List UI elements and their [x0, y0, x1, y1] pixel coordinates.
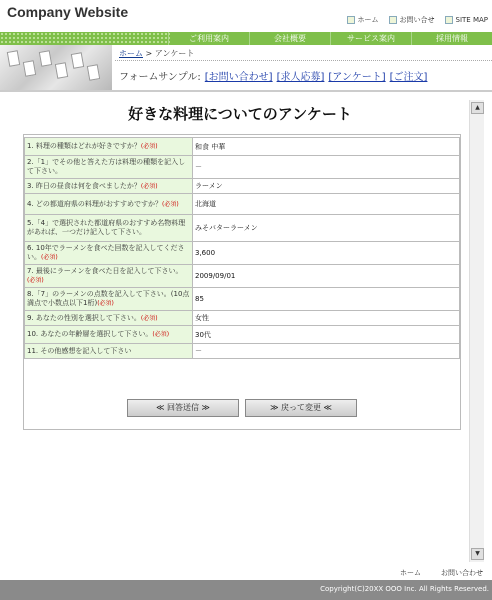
question-text: 10. あなたの年齢層を選択して下さい。 — [27, 330, 153, 338]
site-header — [0, 0, 492, 32]
dot-pattern — [0, 32, 170, 45]
copyright: Copyright(C)20XX OOO Inc. All Rights Reserved. — [320, 585, 489, 593]
question-text: 3. 昨日の昼食は何を食べましたか？ — [27, 181, 141, 190]
arrow-icon — [347, 16, 355, 24]
form-link-job[interactable]: [求人応募] — [276, 72, 325, 83]
keycap-icon — [23, 60, 36, 77]
main-nav — [168, 32, 492, 45]
table-row — [25, 344, 460, 359]
top-link-sitemap[interactable] — [445, 15, 488, 25]
scroll-down-button[interactable]: ▼ — [471, 548, 484, 560]
nav-item-service[interactable]: サービス案内 — [330, 32, 411, 45]
answer-cell: 女性 — [193, 311, 460, 326]
form-link-order[interactable]: [ご注文] — [389, 72, 428, 83]
question-text: 6. 10年でラーメンを食べた回数を記入してください。 — [27, 244, 185, 261]
form-link-contact[interactable]: [お問い合わせ] — [204, 72, 273, 83]
question-text: 7. 最後にラーメンを食べた日を記入して下さい。 — [27, 267, 183, 275]
required-mark: (必須) — [140, 143, 158, 150]
answer-cell: 85 — [193, 288, 460, 311]
table-row — [25, 215, 460, 242]
question-cell — [25, 179, 193, 194]
question-cell — [25, 242, 193, 265]
question-cell — [25, 344, 193, 359]
keycap-icon — [39, 50, 52, 67]
required-mark: (必須) — [140, 314, 158, 322]
breadcrumb-current: アンケート — [154, 49, 195, 58]
required-mark: (必須) — [97, 300, 114, 307]
breadcrumb — [119, 48, 194, 59]
arrow-icon — [389, 16, 397, 24]
required-mark: (必須) — [152, 331, 170, 338]
answer-cell: 和食 中華 — [193, 138, 460, 156]
footer-link-home[interactable]: ホーム — [400, 569, 421, 577]
question-text: 5.「4」で選択された都道府県のおすすめ名物料理があれば、一つだけ記入して下さい。 — [27, 219, 186, 236]
question-cell — [25, 156, 193, 179]
answer-cell: 2009/09/01 — [193, 265, 460, 288]
banner-image — [0, 45, 112, 90]
survey-confirm-panel — [23, 134, 461, 430]
nav-item-company[interactable]: 会社概要 — [249, 32, 330, 45]
top-link-label: SITE MAP — [455, 16, 488, 24]
top-links — [347, 15, 488, 25]
keycap-icon — [7, 50, 20, 67]
required-mark: (必須) — [161, 200, 179, 208]
back-button[interactable]: ≫ 戻って変更 ≪ — [245, 399, 357, 417]
table-row — [25, 265, 460, 288]
submit-button[interactable]: ≪ 回答送信 ≫ — [127, 399, 239, 417]
table-row — [25, 242, 460, 265]
form-sample-label: フォームサンプル: — [119, 72, 201, 83]
nav-item-guide[interactable]: ご利用案内 — [168, 32, 249, 45]
footer — [0, 580, 492, 600]
question-text: 2.「1」でその他と答えた方は料理の種類を記入して下さい。 — [27, 158, 186, 175]
arrow-icon — [445, 16, 453, 24]
answer-cell: － — [193, 344, 460, 359]
breadcrumb-separator: > — [143, 49, 155, 58]
question-text: 11. その他感想を記入して下さい — [27, 346, 132, 355]
required-mark: (必須) — [140, 182, 158, 190]
footer-link-contact[interactable]: お問い合わせ — [441, 569, 483, 577]
scrollbar[interactable] — [469, 100, 484, 562]
table-row — [25, 288, 460, 311]
table-row — [25, 179, 460, 194]
answer-cell: ラーメン — [193, 179, 460, 194]
footer-links — [400, 568, 483, 578]
keycap-icon — [87, 64, 100, 81]
breadcrumb-home[interactable]: ホーム — [119, 49, 143, 58]
survey-table — [24, 137, 460, 359]
site-logo[interactable]: Company Website — [7, 4, 129, 20]
keycap-icon — [55, 62, 68, 79]
top-link-label: ホーム — [357, 16, 379, 24]
question-cell — [25, 215, 193, 242]
page-title: 好きな料理についてのアンケート — [128, 105, 352, 123]
question-text: 1. 料理の種類はどれが好きですか？ — [27, 142, 141, 150]
top-link-home[interactable] — [347, 15, 379, 25]
question-cell — [25, 138, 193, 156]
table-row — [25, 194, 460, 215]
table-row — [25, 311, 460, 326]
table-row — [25, 326, 460, 344]
divider — [0, 90, 492, 92]
question-cell — [25, 265, 193, 288]
scroll-up-button[interactable]: ▲ — [471, 102, 484, 114]
answer-cell: 北海道 — [193, 194, 460, 215]
button-group — [24, 399, 460, 417]
question-cell — [25, 311, 193, 326]
required-mark: (必須) — [41, 254, 58, 261]
question-cell — [25, 288, 193, 311]
top-link-label: お問い合せ — [399, 16, 435, 24]
form-sample-links — [119, 68, 427, 83]
answer-cell: みそバターラーメン — [193, 215, 460, 242]
keycap-icon — [71, 52, 84, 69]
answer-cell: 3,600 — [193, 242, 460, 265]
form-link-survey[interactable]: [アンケート] — [328, 72, 386, 83]
answer-cell: － — [193, 156, 460, 179]
top-link-contact[interactable] — [389, 15, 435, 25]
question-cell — [25, 326, 193, 344]
divider — [115, 60, 492, 61]
question-text: 4. どの都道府県の料理がおすすめですか？ — [27, 199, 162, 208]
table-row — [25, 138, 460, 156]
answer-cell: 30代 — [193, 326, 460, 344]
nav-item-recruit[interactable]: 採用情報 — [411, 32, 492, 45]
required-mark: (必須) — [27, 277, 44, 284]
table-row — [25, 156, 460, 179]
question-cell — [25, 194, 193, 215]
question-text: 9. あなたの性別を選択して下さい。 — [27, 313, 141, 322]
question-text: 8.「7」のラーメンの点数を記入して下さい。(10点満点で小数点以下1桁) — [27, 290, 190, 307]
